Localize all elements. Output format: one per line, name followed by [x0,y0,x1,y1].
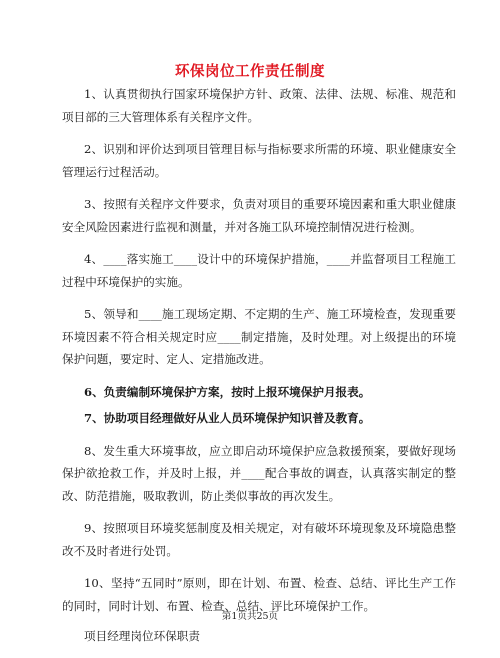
paragraph-3: 3、按照有关程序文件要求，负责对项目的重要环境因素和重大职业健康安全风险因素进行监视和测量，并对各施工队环境控制情况进行检测。 [62,197,456,234]
document-title: 环保岗位工作责任制度 [175,63,325,80]
paragraph-8: 8、发生重大环境事故，应立即启动环境保护应急救援预案，要做好现场保护欲抢救工作，并及时上报，并____配合事故的调查，认真落实制定的整改、防范措施，吸取教训，防止类似事故的再次发生。 [62,443,456,503]
paragraph-5: 5、领导和____施工现场定期、不定期的生产、施工环境检查，发现重要环境因素不符合相关规定时应____制定措施，及时处理。对上级提出的环境保护问题，要定时、定人、定措施改进。 [62,307,456,366]
paragraph-7: 7、协助项目经理做好从业人员环境保护知识普及教育。 [84,411,371,425]
page-footer: 第1页共25页 [221,611,279,622]
document-body [62,83,456,658]
trailing-heading: 项目经理岗位环保职责 [84,629,200,643]
paragraph-6: 6、负责编制环境保护方案，按时上报环境保护月报表。 [84,384,371,399]
paragraph-2: 2、识别和评价达到项目管理目标与指标要求所需的环境、职业健康安全管理运行过程活动。 [62,142,456,179]
paragraph-4: 4、____落实施工____设计中的环境保护措施，____并监督项目工程施工过程中环境保护的实施。 [62,252,456,289]
paragraph-10: 10、坚持“五同时”原则，即在计划、布置、检查、总结、评比生产工作的同时，同时计划、布置、检查、总结、评比环境保护工作。 [62,576,456,613]
paragraph-1: 1、认真贯彻执行国家环境保护方针、政策、法律、法规、标准、规范和项目部的三大管理体系有关程序文件。 [62,87,456,124]
paragraph-9: 9、按照项目环境奖惩制度及相关规定，对有破坏环境现象及环境隐患整改不及时者进行处罚。 [62,521,456,558]
